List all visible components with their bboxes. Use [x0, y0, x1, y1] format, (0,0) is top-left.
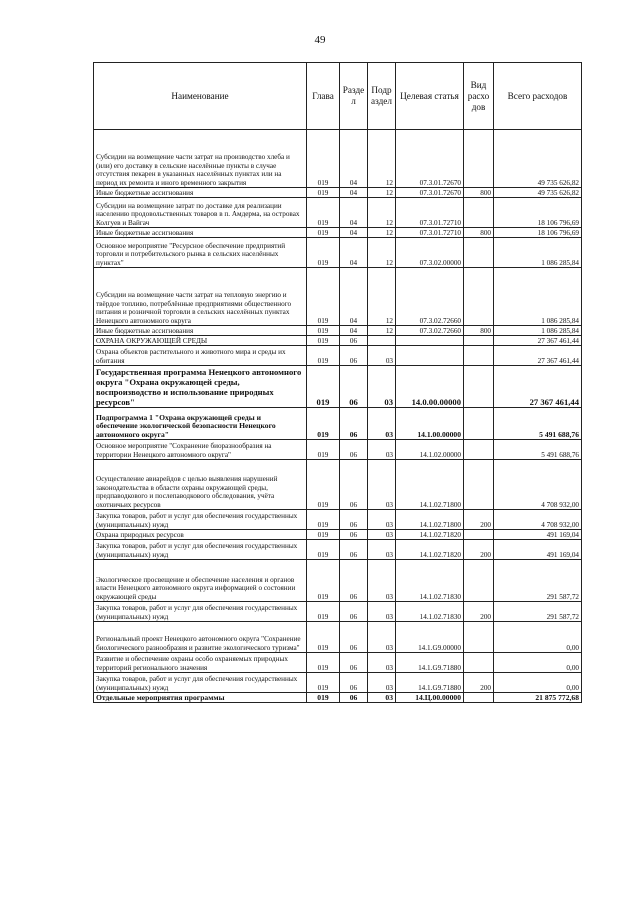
row-chapter: 019: [307, 540, 340, 560]
row-subsection: 03: [368, 622, 396, 653]
row-name: Субсидии на возмещение части затрат на тепловую энергию и твёрдое топливо, потреблённые предприятиями общественного питания и розничной торговли в сельских населённых пунктах Ненецкого автономного округа: [94, 268, 307, 326]
row-total: 0,00: [494, 653, 582, 673]
table-row: [94, 530, 582, 540]
header-subsection: Подр аздел: [368, 63, 396, 130]
row-expense-type: [464, 408, 494, 440]
row-name: Закупка товаров, работ и услуг для обеспечения государственных (муниципальных) нужд: [94, 510, 307, 530]
table-row: [94, 653, 582, 673]
row-chapter: 019: [307, 460, 340, 510]
header-target: Целевая статья: [396, 63, 464, 130]
row-total: 1 086 285,84: [494, 326, 582, 336]
row-chapter: 019: [307, 673, 340, 693]
row-total: 5 491 688,76: [494, 408, 582, 440]
row-expense-type: [464, 346, 494, 366]
table-header-row: [94, 63, 582, 130]
row-subsection: 03: [368, 602, 396, 622]
row-total: 291 587,72: [494, 560, 582, 602]
row-total: 0,00: [494, 673, 582, 693]
row-subsection: 03: [368, 510, 396, 530]
row-target: 07.3.02.00000: [396, 238, 464, 268]
row-name: Иные бюджетные ассигнования: [94, 228, 307, 238]
row-name: Основное мероприятие "Сохранение биоразнообразия на территории Ненецкого автономного округа": [94, 440, 307, 460]
row-target: 14.0.00.00000: [396, 366, 464, 408]
row-name: Субсидии на возмещение затрат по доставке для реализации населению продовольственных товаров в п. Амдерма, на островах Колгуев и Вайгач: [94, 198, 307, 228]
row-target: 14.1.02.71800: [396, 510, 464, 530]
row-total: 491 169,04: [494, 530, 582, 540]
row-section: 06: [340, 460, 368, 510]
table-row: [94, 238, 582, 268]
table-row: [94, 560, 582, 602]
row-expense-type: [464, 460, 494, 510]
row-chapter: 019: [307, 602, 340, 622]
row-section: 04: [340, 268, 368, 326]
row-target: 07.3.01.72710: [396, 228, 464, 238]
row-expense-type: [464, 366, 494, 408]
table-row: [94, 228, 582, 238]
row-name: Развитие и обеспечение охраны особо охраняемых природных территорий регионального значения: [94, 653, 307, 673]
row-expense-type: 200: [464, 510, 494, 530]
table-row: [94, 460, 582, 510]
row-section: 06: [340, 440, 368, 460]
table-row: [94, 198, 582, 228]
row-target: 14.1.02.71820: [396, 530, 464, 540]
row-section: 06: [340, 346, 368, 366]
row-expense-type: [464, 530, 494, 540]
row-section: 06: [340, 336, 368, 346]
row-chapter: 019: [307, 653, 340, 673]
header-total: Всего расходов: [494, 63, 582, 130]
row-total: 18 106 796,69: [494, 228, 582, 238]
row-name: Государственная программа Ненецкого автономного округа "Охрана окружающей среды, воспроизводство и использование природных ресурсов": [94, 366, 307, 408]
row-expense-type: [464, 653, 494, 673]
row-target: 14.Ц.00.00000: [396, 693, 464, 703]
row-total: 491 169,04: [494, 540, 582, 560]
row-total: 49 735 626,82: [494, 188, 582, 198]
row-section: 06: [340, 653, 368, 673]
row-expense-type: [464, 622, 494, 653]
row-subsection: 12: [368, 130, 396, 188]
row-section: 04: [340, 188, 368, 198]
row-chapter: 019: [307, 326, 340, 336]
row-target: 07.3.01.72670: [396, 130, 464, 188]
row-name: Охрана природных ресурсов: [94, 530, 307, 540]
row-chapter: 019: [307, 268, 340, 326]
row-section: 06: [340, 602, 368, 622]
row-subsection: 12: [368, 188, 396, 198]
row-subsection: 12: [368, 326, 396, 336]
row-expense-type: 200: [464, 540, 494, 560]
row-subsection: 03: [368, 653, 396, 673]
row-total: 27 367 461,44: [494, 346, 582, 366]
row-subsection: 03: [368, 560, 396, 602]
row-expense-type: 800: [464, 326, 494, 336]
row-expense-type: 200: [464, 673, 494, 693]
row-target: 07.3.01.72670: [396, 188, 464, 198]
budget-table: [93, 62, 582, 703]
row-expense-type: [464, 130, 494, 188]
row-subsection: 12: [368, 238, 396, 268]
row-expense-type: [464, 268, 494, 326]
row-total: 4 708 932,00: [494, 460, 582, 510]
header-expense-type: Вид расхо дов: [464, 63, 494, 130]
row-chapter: 019: [307, 346, 340, 366]
row-subsection: 03: [368, 460, 396, 510]
page-number: 49: [314, 34, 326, 46]
row-chapter: 019: [307, 510, 340, 530]
row-target: 14.1.G9.71880: [396, 673, 464, 693]
row-expense-type: 800: [464, 188, 494, 198]
row-expense-type: [464, 560, 494, 602]
row-name: Осуществление авиарейдов с целью выявления нарушений законодательства в области охраны окружающей среды, предпаводкового и послепаводкового обследования, учёта охотничьих ресурсов: [94, 460, 307, 510]
row-target: 07.3.01.72710: [396, 198, 464, 228]
row-subsection: 03: [368, 540, 396, 560]
row-subsection: 03: [368, 693, 396, 703]
row-name: Региональный проект Ненецкого автономного округа "Сохранение биологического разнообразия и развитие экологического туризма": [94, 622, 307, 653]
row-target: 14.1.02.71830: [396, 602, 464, 622]
row-section: 06: [340, 540, 368, 560]
row-expense-type: 800: [464, 228, 494, 238]
row-expense-type: [464, 198, 494, 228]
row-chapter: 019: [307, 238, 340, 268]
row-target: [396, 336, 464, 346]
row-name: Закупка товаров, работ и услуг для обеспечения государственных (муниципальных) нужд: [94, 602, 307, 622]
row-total: 1 086 285,84: [494, 268, 582, 326]
row-expense-type: [464, 693, 494, 703]
row-section: 06: [340, 530, 368, 540]
table-row: [94, 622, 582, 653]
table-row: [94, 440, 582, 460]
row-target: [396, 346, 464, 366]
table-row: [94, 366, 582, 408]
row-target: 14.1.02.71820: [396, 540, 464, 560]
table-row: [94, 188, 582, 198]
row-chapter: 019: [307, 440, 340, 460]
row-chapter: 019: [307, 198, 340, 228]
row-name: Экологическое просвещение и обеспечение населения и органов власти Ненецкого автономного округа информацией о состоянии окружающей среды: [94, 560, 307, 602]
row-total: 27 367 461,44: [494, 336, 582, 346]
row-chapter: 019: [307, 228, 340, 238]
table-row: [94, 693, 582, 703]
row-section: 04: [340, 198, 368, 228]
table-row: [94, 268, 582, 326]
row-section: 06: [340, 693, 368, 703]
row-chapter: 019: [307, 693, 340, 703]
row-target: 14.1.02.00000: [396, 440, 464, 460]
row-target: 14.1.G9.71880: [396, 653, 464, 673]
row-expense-type: [464, 238, 494, 268]
row-subsection: [368, 336, 396, 346]
row-name: Иные бюджетные ассигнования: [94, 188, 307, 198]
row-name: Закупка товаров, работ и услуг для обеспечения государственных (муниципальных) нужд: [94, 540, 307, 560]
header-section: Разде л: [340, 63, 368, 130]
row-expense-type: [464, 336, 494, 346]
table-row: [94, 346, 582, 366]
row-subsection: 03: [368, 408, 396, 440]
table-row: [94, 673, 582, 693]
row-subsection: 12: [368, 268, 396, 326]
row-section: 06: [340, 510, 368, 530]
row-section: 06: [340, 366, 368, 408]
table-row: [94, 540, 582, 560]
row-target: 14.1.00.00000: [396, 408, 464, 440]
row-total: 4 708 932,00: [494, 510, 582, 530]
table-row: [94, 602, 582, 622]
row-expense-type: 200: [464, 602, 494, 622]
table-row: [94, 510, 582, 530]
table-row: [94, 326, 582, 336]
row-target: 07.3.02.72660: [396, 268, 464, 326]
row-chapter: 019: [307, 622, 340, 653]
table-row: [94, 336, 582, 346]
header-chapter: Глава: [307, 63, 340, 130]
row-subsection: 03: [368, 366, 396, 408]
row-target: 14.1.02.71800: [396, 460, 464, 510]
row-name: Отдельные мероприятия программы: [94, 693, 307, 703]
row-section: 04: [340, 238, 368, 268]
row-total: 1 086 285,84: [494, 238, 582, 268]
row-name: Подпрограмма 1 "Охрана окружающей среды и обеспечение экологической безопасности Ненецкого автономного округа": [94, 408, 307, 440]
row-section: 04: [340, 228, 368, 238]
row-section: 06: [340, 560, 368, 602]
row-subsection: 03: [368, 673, 396, 693]
row-expense-type: [464, 440, 494, 460]
table-row: [94, 130, 582, 188]
row-chapter: 019: [307, 366, 340, 408]
row-target: 14.1.G9.00000: [396, 622, 464, 653]
row-chapter: 019: [307, 188, 340, 198]
row-subsection: 03: [368, 346, 396, 366]
row-section: 06: [340, 408, 368, 440]
row-name: ОХРАНА ОКРУЖАЮЩЕЙ СРЕДЫ: [94, 336, 307, 346]
row-subsection: 03: [368, 530, 396, 540]
row-total: 291 587,72: [494, 602, 582, 622]
row-chapter: 019: [307, 530, 340, 540]
row-section: 04: [340, 130, 368, 188]
row-name: Субсидии на возмещение части затрат на производство хлеба и (или) его доставку в сельские населённые пункты в случае отсутствия пекарен в указанных населённых пунктах или на период их ремонта и иного временного закрытия: [94, 130, 307, 188]
row-total: 0,00: [494, 622, 582, 653]
row-total: 5 491 688,76: [494, 440, 582, 460]
table-row: [94, 408, 582, 440]
row-subsection: 03: [368, 440, 396, 460]
row-total: 49 735 626,82: [494, 130, 582, 188]
row-name: Иные бюджетные ассигнования: [94, 326, 307, 336]
row-chapter: 019: [307, 130, 340, 188]
row-total: 21 875 772,68: [494, 693, 582, 703]
row-name: Охрана объектов растительного и животного мира и среды их обитания: [94, 346, 307, 366]
row-target: 07.3.02.72660: [396, 326, 464, 336]
row-chapter: 019: [307, 336, 340, 346]
row-target: 14.1.02.71830: [396, 560, 464, 602]
row-name: Закупка товаров, работ и услуг для обеспечения государственных (муниципальных) нужд: [94, 673, 307, 693]
row-section: 06: [340, 622, 368, 653]
row-total: 27 367 461,44: [494, 366, 582, 408]
row-section: 06: [340, 673, 368, 693]
row-chapter: 019: [307, 408, 340, 440]
header-name: Наименование: [94, 63, 307, 130]
row-section: 04: [340, 326, 368, 336]
row-chapter: 019: [307, 560, 340, 602]
row-subsection: 12: [368, 198, 396, 228]
row-name: Основное мероприятие "Ресурсное обеспечение предприятий торговли и потребительского рынка в сельских населённых пунктах": [94, 238, 307, 268]
row-total: 18 106 796,69: [494, 198, 582, 228]
row-subsection: 12: [368, 228, 396, 238]
